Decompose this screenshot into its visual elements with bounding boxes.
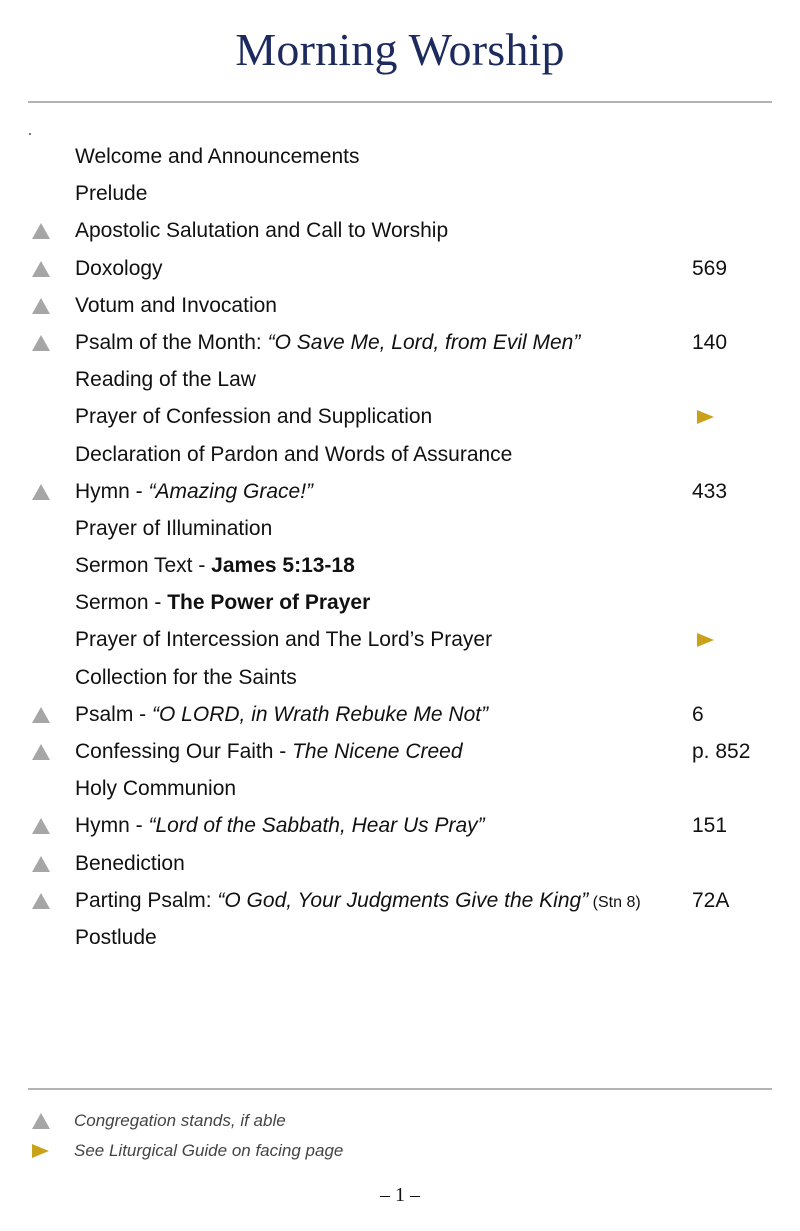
triangle-up-icon <box>30 742 52 762</box>
item-text: Prayer of Intercession and The Lord’s Prayer <box>75 628 493 652</box>
legend-guide-text: See Liturgical Guide on facing page <box>74 1141 344 1160</box>
item-text: Holy Communion <box>75 777 237 801</box>
program-item-label <box>75 845 185 882</box>
program-item <box>0 621 800 658</box>
program-item-label <box>75 696 488 733</box>
item-text: Benediction <box>75 851 185 875</box>
program-item <box>0 547 800 584</box>
program-item <box>0 250 800 287</box>
item-text: Prayer of Confession and Supplication <box>75 405 433 429</box>
play-arrow-icon <box>30 1141 52 1161</box>
item-text: Parting Psalm: <box>75 888 218 912</box>
program-item-label <box>75 659 297 696</box>
triangle-up-icon <box>30 816 52 836</box>
triangle-up-icon <box>30 891 52 911</box>
program-item <box>0 882 800 919</box>
item-text: Declaration of Pardon and Words of Assurance <box>75 442 513 466</box>
item-text: Prelude <box>75 182 148 206</box>
program-item <box>0 287 800 324</box>
program-item <box>0 473 800 510</box>
program-item <box>0 510 800 547</box>
hymn-number: 433 <box>692 479 728 503</box>
item-text: Confessing Our Faith - <box>75 740 293 763</box>
item-text: Prayer of Illumination <box>75 516 273 540</box>
item-text: Sermon Text - <box>75 554 212 578</box>
triangle-up-icon <box>30 1111 52 1131</box>
program-item <box>0 398 800 435</box>
item-title: James 5:13-18 <box>211 554 355 578</box>
program-item-label <box>75 287 277 324</box>
program-item-label <box>75 324 580 361</box>
program-item <box>0 807 800 844</box>
item-title: “O LORD, in Wrath Rebuke Me Not” <box>152 702 489 726</box>
program-item <box>0 212 800 249</box>
program-item <box>0 733 800 770</box>
program-item-label <box>75 250 163 287</box>
hymn-number: 72A <box>692 888 730 912</box>
stray-dot <box>29 133 31 135</box>
triangle-up-icon <box>30 482 52 502</box>
item-note: (Stn 8) <box>588 893 641 911</box>
program-item-label <box>75 361 256 398</box>
program-item-label <box>75 175 147 212</box>
program-item-label <box>75 770 236 807</box>
hymn-number: 140 <box>692 330 728 354</box>
program-item <box>0 138 800 175</box>
program-item <box>0 919 800 956</box>
program-item <box>0 361 800 398</box>
triangle-up-icon <box>30 333 52 353</box>
item-text: Welcome and Announcements <box>75 145 360 168</box>
legend-stand-text: Congregation stands, if able <box>74 1111 286 1130</box>
item-title: “Amazing Grace!” <box>148 479 314 503</box>
program-item <box>0 845 800 882</box>
bottom-divider <box>28 1088 772 1090</box>
program-item-label <box>75 473 313 510</box>
program-item <box>0 770 800 807</box>
item-title: “Lord of the Sabbath, Hear Us Pray” <box>148 814 485 838</box>
program-item-label <box>75 919 157 956</box>
item-title: The Power of Prayer <box>167 591 371 615</box>
triangle-up-icon <box>30 854 52 874</box>
program-item <box>0 175 800 212</box>
item-title: “O God, Your Judgments Give the King” <box>217 888 589 912</box>
item-text: Sermon - <box>75 591 168 615</box>
program-item <box>0 584 800 621</box>
item-text: Postlude <box>75 925 157 949</box>
play-arrow-icon <box>695 630 717 655</box>
order-of-worship <box>0 138 800 956</box>
page-title: Morning Worship <box>235 24 565 75</box>
program-item-label <box>75 807 485 844</box>
program-item-label <box>75 584 370 621</box>
program-item-label <box>75 436 512 473</box>
program-item-label <box>75 621 492 658</box>
program-item <box>0 696 800 733</box>
top-divider <box>28 101 772 103</box>
program-item-label <box>75 398 432 435</box>
program-item <box>0 659 800 696</box>
program-item-label <box>75 510 272 547</box>
item-text: Hymn - <box>75 479 149 503</box>
hymn-number: 6 <box>692 702 704 726</box>
hymn-number: p. 852 <box>692 740 751 763</box>
program-item <box>0 324 800 361</box>
triangle-up-icon <box>30 296 52 316</box>
item-text: Psalm - <box>75 702 153 726</box>
legend-guide <box>0 1136 800 1166</box>
triangle-up-icon <box>30 705 52 725</box>
item-text: Reading of the Law <box>75 368 256 392</box>
item-title: The Nicene Creed <box>292 740 463 763</box>
program-item-label <box>75 547 355 584</box>
item-text: Collection for the Saints <box>75 665 297 689</box>
program-item-label <box>75 212 448 249</box>
item-title: “O Save Me, Lord, from Evil Men” <box>267 330 581 354</box>
legend-stand <box>0 1106 800 1136</box>
hymn-number: 151 <box>692 814 728 838</box>
item-text: Apostolic Salutation and Call to Worship <box>75 219 449 243</box>
item-text: Hymn - <box>75 814 149 838</box>
triangle-up-icon <box>30 259 52 279</box>
play-arrow-icon <box>695 407 717 432</box>
program-item <box>0 436 800 473</box>
program-item-label <box>75 733 463 770</box>
item-text: Votum and Invocation <box>75 293 277 317</box>
program-item-label <box>75 138 359 175</box>
triangle-up-icon <box>30 221 52 241</box>
item-text: Doxology <box>75 256 163 280</box>
page-number: – 1 – <box>380 1184 420 1206</box>
hymn-number: 569 <box>692 256 728 280</box>
item-text: Psalm of the Month: <box>75 330 268 354</box>
program-item-label <box>75 882 641 921</box>
